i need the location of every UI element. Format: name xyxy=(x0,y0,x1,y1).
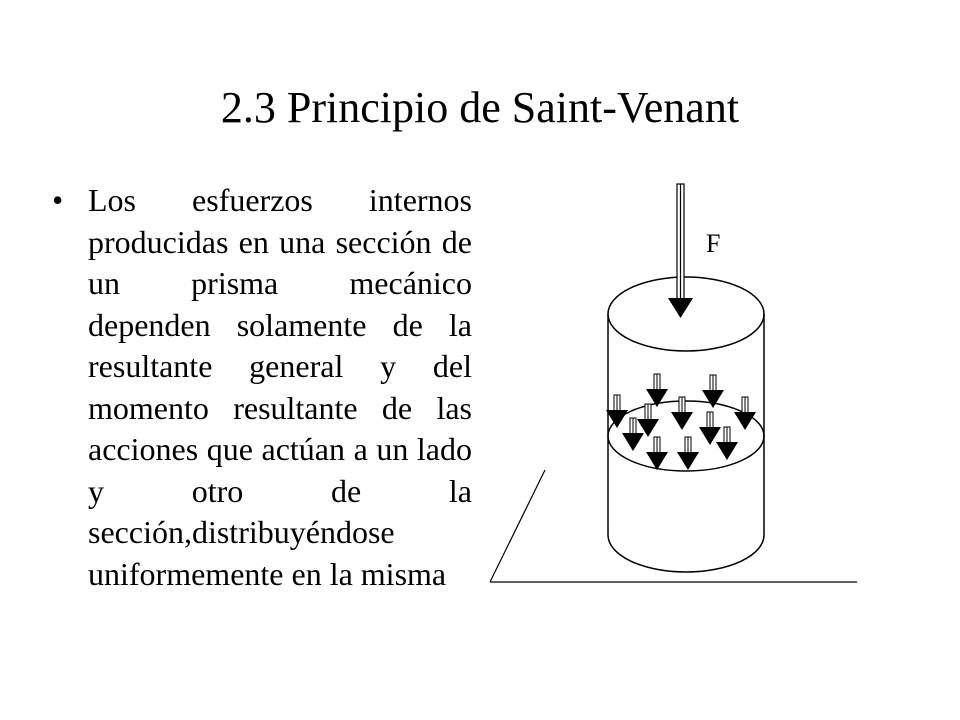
force-arrow xyxy=(668,184,693,318)
stress-arrow-icon xyxy=(606,395,628,428)
stress-arrow-icon xyxy=(677,437,699,470)
cylinder-top-face xyxy=(608,277,764,351)
stress-arrow-icon xyxy=(734,397,756,430)
distributed-stress-arrows xyxy=(606,374,756,470)
stress-arrow-icon xyxy=(699,412,721,445)
stress-arrow-icon xyxy=(637,404,659,437)
force-arrow-head xyxy=(668,298,693,318)
stress-arrow-icon xyxy=(646,437,668,470)
stress-arrow-icon xyxy=(702,375,724,408)
slide-title: 2.3 Principio de Saint-Venant xyxy=(220,83,740,132)
cutting-plane xyxy=(490,470,857,582)
force-label: F xyxy=(706,229,721,258)
cylinder-bottom-edge xyxy=(608,535,764,572)
stress-arrow-icon xyxy=(716,427,738,460)
bullet-text: Los esfuerzos internos producidas en una sección de un prisma mecánico dependen solamente de la resultante general y del momento resultante de las acciones que actúan a un lado y otro de la sección,distribuyéndose uniformemente en la misma xyxy=(88,182,472,592)
saint-venant-diagram xyxy=(480,175,880,595)
plane-slanted-edge xyxy=(490,470,545,582)
bullet-icon: • xyxy=(52,182,64,218)
bullet-item xyxy=(52,180,472,595)
